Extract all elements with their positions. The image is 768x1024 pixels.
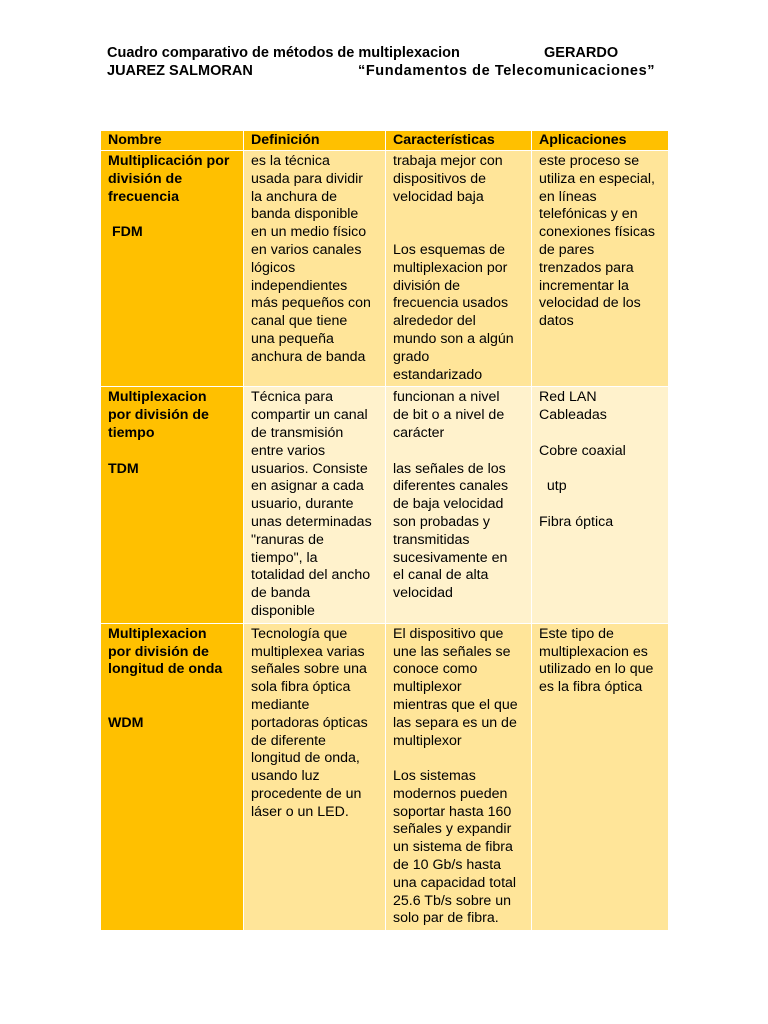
row-name-cell	[101, 623, 244, 931]
characteristics-paragraph: funcionan a nivel de bit o a nivel de carácter	[393, 389, 505, 441]
applications-paragraph: Red LAN Cableadas	[539, 389, 607, 424]
applications-cell	[532, 623, 669, 931]
column-header-nombre: Nombre	[101, 131, 244, 151]
author-first-name: GERARDO	[544, 45, 619, 61]
characteristics-paragraph: El dispositivo que une las señales se conoce como multiplexor mientras que el que las separa es un de multiplexor	[393, 625, 518, 749]
table-header-row	[101, 131, 669, 151]
method-name: Multiplicación por división de frecuencia	[108, 153, 230, 205]
method-name: Multiplexacion por división de longitud de onda	[108, 625, 223, 678]
applications-paragraph: Fibra óptica	[539, 513, 614, 530]
row-name-cell	[101, 151, 244, 387]
method-abbreviation: WDM	[108, 714, 144, 731]
applications-paragraph: Este tipo de multiplexacion es utilizado en lo que es la fibra óptica	[539, 625, 654, 696]
column-header-definicion: Definición	[244, 131, 386, 151]
table-row-fdm	[101, 151, 669, 387]
characteristics-cell	[386, 623, 532, 931]
definition-text: Tecnología que multiplexea varias señales sobre una sola fibra óptica mediante portadoras ópticas de diferente longitud de onda, usando luz procedente de un láser o un LED.	[251, 625, 368, 820]
document-title: Cuadro comparativo de métodos de multiplexacion	[107, 45, 460, 61]
characteristics-cell	[386, 387, 532, 623]
comparison-table	[100, 130, 669, 931]
header-line-1	[107, 44, 667, 62]
method-name: Multiplexacion por división de tiempo	[108, 389, 209, 441]
definition-cell	[244, 387, 386, 623]
method-abbreviation: TDM	[108, 460, 139, 477]
characteristics-paragraph: las señales de los diferentes canales de baja velocidad son probadas y transmitidas sucesivamente en el canal de alta velocidad	[393, 460, 509, 602]
definition-cell	[244, 151, 386, 387]
definition-text: es la técnica usada para dividir la anchura de banda disponible en un medio físico en varios canales lógicos independientes más pequeños con canal que tiene una pequeña anchura de banda	[251, 153, 371, 365]
row-name-cell	[101, 387, 244, 623]
definition-cell	[244, 623, 386, 931]
column-header-aplicaciones: Aplicaciones	[532, 131, 669, 151]
header-line-2	[107, 62, 667, 80]
course-name: “Fundamentos de Telecomunicaciones”	[358, 63, 656, 79]
characteristics-paragraph: trabaja mejor con dispositivos de velocidad baja	[393, 153, 503, 205]
document-header	[107, 44, 667, 80]
applications-paragraph: Cobre coaxial	[539, 442, 626, 459]
table-row-tdm	[101, 387, 669, 623]
definition-text: Técnica para compartir un canal de transmisión entre varios usuarios. Consiste en asignar a cada usuario, durante unas determinadas "ranuras de tiempo", la totalidad del ancho de banda disponible	[251, 389, 372, 619]
applications-paragraph: este proceso se utiliza en especial, en líneas telefónicas y en conexiones físicas de pares trenzados para incrementar la velocidad de los datos	[539, 153, 655, 330]
table-row-wdm	[101, 623, 669, 931]
applications-cell	[532, 151, 669, 387]
author-last-name: JUAREZ SALMORAN	[107, 63, 253, 79]
characteristics-cell	[386, 151, 532, 387]
method-abbreviation: FDM	[112, 224, 143, 241]
applications-paragraph: utp	[539, 478, 567, 495]
characteristics-paragraph: Los esquemas de multiplexacion por división de frecuencia usados alrededor del mundo son a algún grado estandarizado	[393, 241, 514, 383]
column-header-caracteristicas: Características	[386, 131, 532, 151]
applications-cell	[532, 387, 669, 623]
characteristics-paragraph: Los sistemas modernos pueden soportar hasta 160 señales y expandir un sistema de fibra de 10 Gb/s hasta una capacidad total 25.6 Tb/s sobre un solo par de fibra.	[393, 768, 517, 927]
